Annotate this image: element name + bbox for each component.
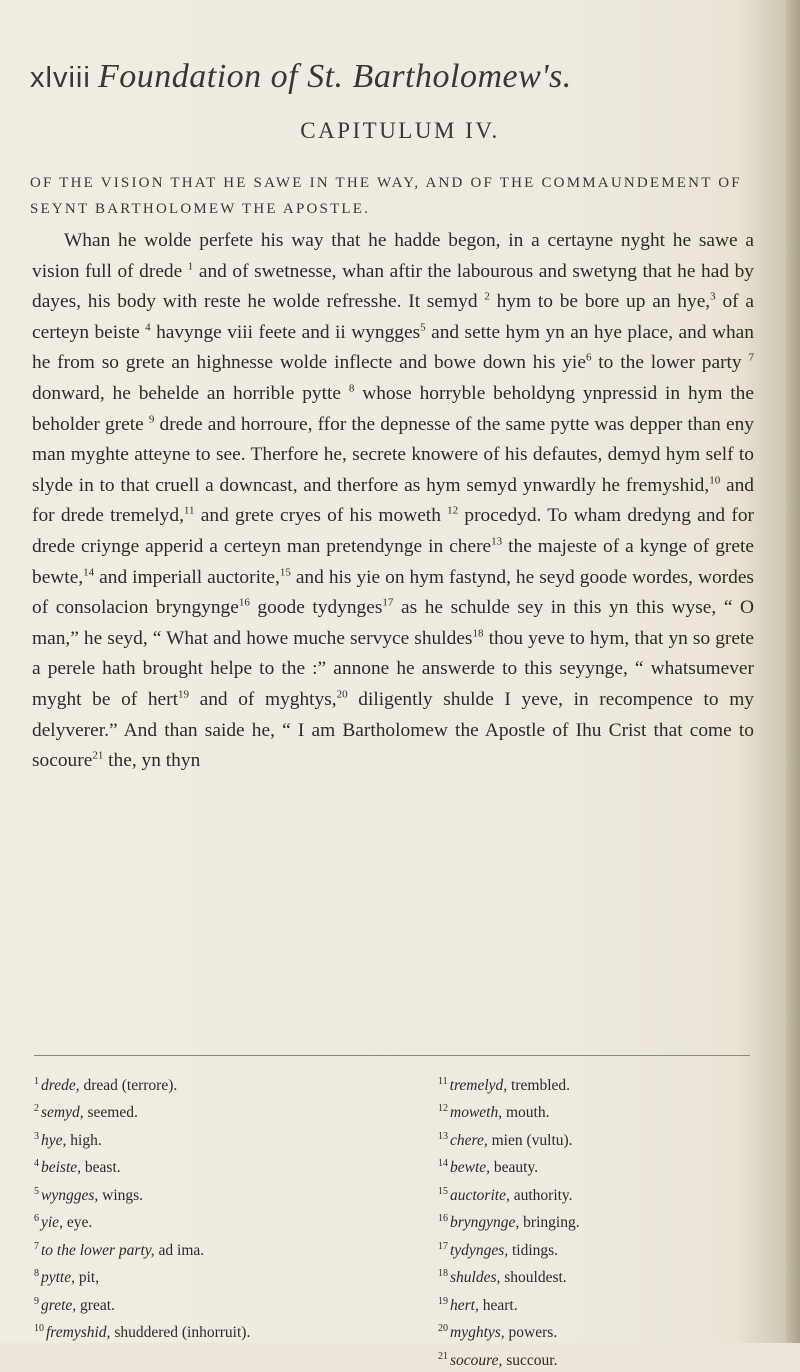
chapter-title: CAPITULUM IV. xyxy=(300,118,500,143)
footnote-term: drede, xyxy=(41,1077,80,1095)
footnote xyxy=(34,1180,394,1207)
footnote xyxy=(34,1097,394,1124)
footnote-term: hye, xyxy=(41,1132,67,1150)
footnote-term: auctorite, xyxy=(450,1186,510,1204)
text-segment: donward, he behelde an horrible pytte xyxy=(32,382,341,404)
footnote-ref: 17 xyxy=(382,596,394,609)
footnote-number: 20 xyxy=(438,1323,448,1335)
footnotes-right-column xyxy=(438,1070,768,1372)
footnote-ref: 5 xyxy=(420,321,426,334)
text-segment: whose horryble beholdyng ynpressid in hym the beholder grete xyxy=(32,382,754,435)
page-header xyxy=(30,58,750,112)
text-segment: and of myghtys, xyxy=(199,688,337,710)
footnote-ref: 18 xyxy=(472,627,484,640)
footnote-ref: 12 xyxy=(447,504,459,517)
footnote-gloss: seemed. xyxy=(87,1104,138,1122)
footnote-gloss: heart. xyxy=(482,1296,518,1314)
footnote-gloss: powers. xyxy=(508,1324,558,1342)
footnote xyxy=(438,1152,768,1179)
footnotes-left-column xyxy=(34,1070,394,1345)
text-segment: goode tydynges xyxy=(257,597,383,619)
footnote xyxy=(438,1207,768,1234)
footnote-term: socoure, xyxy=(450,1351,503,1369)
footnote xyxy=(34,1290,394,1317)
footnote-number: 17 xyxy=(438,1240,448,1252)
footnote-gloss: succour. xyxy=(506,1351,558,1369)
footnote-gloss: authority. xyxy=(513,1186,573,1204)
footnote-number: 15 xyxy=(438,1185,448,1197)
footnote-gloss: dread (terrore). xyxy=(83,1077,178,1095)
text-segment: the, yn thyn xyxy=(108,750,201,772)
footnote-gloss: beauty. xyxy=(493,1159,539,1177)
footnote-ref: 13 xyxy=(491,535,503,548)
footnote-term: pytte, xyxy=(41,1269,75,1287)
footnote-ref: 6 xyxy=(585,351,592,364)
footnote-term: chere, xyxy=(450,1132,488,1150)
footnote-gloss: mien (vultu). xyxy=(491,1132,573,1150)
text-segment: the majeste of a kynge of grete bewte, xyxy=(32,535,754,588)
text-segment: and of swetnesse, whan aftir the labourous and swetyng that he had by dayes, his body with reste he wolde refresshe. It semyd xyxy=(32,260,754,313)
footnote xyxy=(438,1125,768,1152)
footnote-term: myghtys, xyxy=(450,1324,505,1342)
footnote xyxy=(34,1125,394,1152)
footnote-term: wyngges, xyxy=(41,1186,99,1204)
page-number: xlviii xyxy=(30,62,91,94)
text-segment: of a certeyn beiste xyxy=(32,291,754,343)
footnote-number: 8 xyxy=(34,1268,39,1280)
page-edge-shadow xyxy=(786,0,800,1343)
body-text xyxy=(32,226,754,777)
footnote-gloss: beast. xyxy=(84,1159,121,1177)
footnote xyxy=(438,1262,768,1289)
footnote-number: 6 xyxy=(34,1213,39,1225)
footnote-number: 11 xyxy=(438,1076,448,1087)
footnote xyxy=(438,1317,768,1344)
text-segment: hym to be bore up an hye, xyxy=(496,291,711,313)
footnote-term: grete, xyxy=(41,1296,77,1314)
footnote-divider xyxy=(34,1055,750,1056)
footnote-ref: 21 xyxy=(92,749,104,762)
footnote-term: hert, xyxy=(450,1296,479,1314)
footnote-term: bryngynge, xyxy=(450,1214,520,1232)
footnote-gloss: high. xyxy=(70,1132,102,1150)
footnote xyxy=(34,1235,394,1262)
footnote xyxy=(34,1262,394,1289)
footnote-number: 2 xyxy=(34,1103,39,1115)
footnote-number: 12 xyxy=(438,1103,448,1115)
footnote-number: 21 xyxy=(438,1350,448,1362)
footnote xyxy=(438,1345,768,1372)
text-segment: and grete cryes of his moweth xyxy=(200,505,441,527)
footnote-ref: 4 xyxy=(145,321,151,334)
footnote-ref: 1 xyxy=(187,260,194,273)
footnote-gloss: mouth. xyxy=(505,1104,550,1122)
footnote-number: 10 xyxy=(34,1323,44,1335)
footnote-gloss: shouldest. xyxy=(504,1269,567,1287)
footnote-ref: 20 xyxy=(336,688,348,701)
footnote-number: 3 xyxy=(34,1130,39,1142)
footnote-term: yie, xyxy=(41,1214,63,1232)
footnote-number: 1 xyxy=(34,1076,39,1087)
chapter-subheading: OF THE VISION THAT HE SAWE IN THE WAY, AND OF THE COMMAUNDEMENT OF SEYNT BARTHOLOMEW THE APOSTLE. xyxy=(30,175,742,217)
footnote-number: 14 xyxy=(438,1158,448,1170)
footnote-number: 18 xyxy=(438,1268,448,1280)
paragraph xyxy=(32,226,754,777)
footnote-ref: 8 xyxy=(348,382,355,395)
footnote-term: tremelyd, xyxy=(449,1077,508,1095)
footnote-ref: 15 xyxy=(279,566,291,579)
footnote xyxy=(34,1317,394,1344)
text-segment: and sette hym yn an hye place, and whan he from so grete an highnesse wolde inflecte and bowe down his yie xyxy=(32,321,754,374)
footnote xyxy=(438,1180,768,1207)
footnote-term: moweth, xyxy=(450,1104,503,1122)
text-segment: and his yie on hym fastynd, he seyd goode wordes, wordes of consolacion bryngynge xyxy=(32,566,754,619)
footnote-term: tydynges, xyxy=(450,1241,509,1259)
text-segment: diligently shulde I yeve, in recompence to my delyverer.” And than saide he, “ I am Bartholomew the Apostle of Ihu Crist that come to socoure xyxy=(32,688,754,772)
text-segment: procedyd. To wham dredyng and for drede criynge apperid a certeyn man pretendynge in chere xyxy=(32,505,754,557)
footnote xyxy=(438,1097,768,1124)
footnote-gloss: ad ima. xyxy=(158,1241,205,1259)
text-segment: and imperiall auctorite, xyxy=(99,566,280,588)
footnote-term: bewte, xyxy=(450,1159,491,1177)
footnote-ref: 7 xyxy=(748,351,754,364)
text-segment: drede and horroure, ffor the depnesse of the same pytte was depper than eny man myghte atteyne to see. Therfore he, secrete knowere of his defautes, demyd hym self to slyde in to that cruell a downcast, and therfore as hym semyd ynwardly he fremyshid, xyxy=(32,413,754,496)
footnote-term: semyd, xyxy=(41,1104,84,1122)
footnote-ref: 16 xyxy=(238,596,250,609)
footnote-ref: 9 xyxy=(148,413,155,426)
footnote xyxy=(34,1207,394,1234)
footnote-term: fremyshid, xyxy=(46,1324,111,1342)
footnote-term: shuldes, xyxy=(450,1269,501,1287)
footnote-gloss: wings. xyxy=(102,1186,144,1204)
running-title: Foundation of St. Bartholomew's. xyxy=(98,58,572,95)
text-segment: thou yeve to hym, that yn so grete a perele hath brought helpe to the :” annone he answerde to this seyynge, “ whatsumever myght be of hert xyxy=(32,627,754,710)
footnote-ref: 19 xyxy=(178,688,189,701)
footnote-number: 4 xyxy=(34,1158,39,1170)
footnote-number: 5 xyxy=(34,1185,39,1197)
footnote xyxy=(34,1070,394,1097)
footnote-gloss: tidings. xyxy=(511,1241,559,1259)
text-segment: as he schulde sey in this yn this wyse, “ O man,” he seyd, “ What and howe muche servyce shuldes xyxy=(32,597,754,649)
footnote-number: 13 xyxy=(438,1130,448,1142)
footnote-gloss: shuddered (inhorruit). xyxy=(114,1324,251,1342)
text-segment: Whan he wolde perfete his way that he hadde begon, in a certayne nyght he sawe a vision full of drede xyxy=(32,230,754,282)
footnote-gloss: pit, xyxy=(78,1269,100,1287)
footnote-ref: 14 xyxy=(83,566,95,579)
footnote-gloss: eye. xyxy=(66,1214,93,1232)
footnote-ref: 10 xyxy=(709,474,721,487)
footnote-term: to the lower party, xyxy=(41,1241,155,1259)
text-segment: havynge viii feete and ii wyngges xyxy=(156,321,421,343)
footnote-gloss: great. xyxy=(80,1296,115,1314)
footnote-gloss: trembled. xyxy=(511,1077,571,1095)
footnote-number: 7 xyxy=(34,1240,39,1252)
footnote-ref: 2 xyxy=(484,290,490,303)
footnote xyxy=(438,1290,768,1317)
text-segment: and for drede tremelyd, xyxy=(32,474,754,527)
text-segment: to the lower party xyxy=(598,352,742,374)
footnote xyxy=(438,1235,768,1262)
footnote-number: 16 xyxy=(438,1213,448,1225)
footnote xyxy=(438,1070,768,1097)
footnote-gloss: bringing. xyxy=(523,1214,580,1232)
footnote-ref: 3 xyxy=(710,290,716,303)
footnote-term: beiste, xyxy=(41,1159,82,1177)
footnote-number: 19 xyxy=(438,1295,448,1307)
footnote-number: 9 xyxy=(34,1295,39,1307)
footnote xyxy=(34,1152,394,1179)
footnote-ref: 11 xyxy=(183,504,195,517)
